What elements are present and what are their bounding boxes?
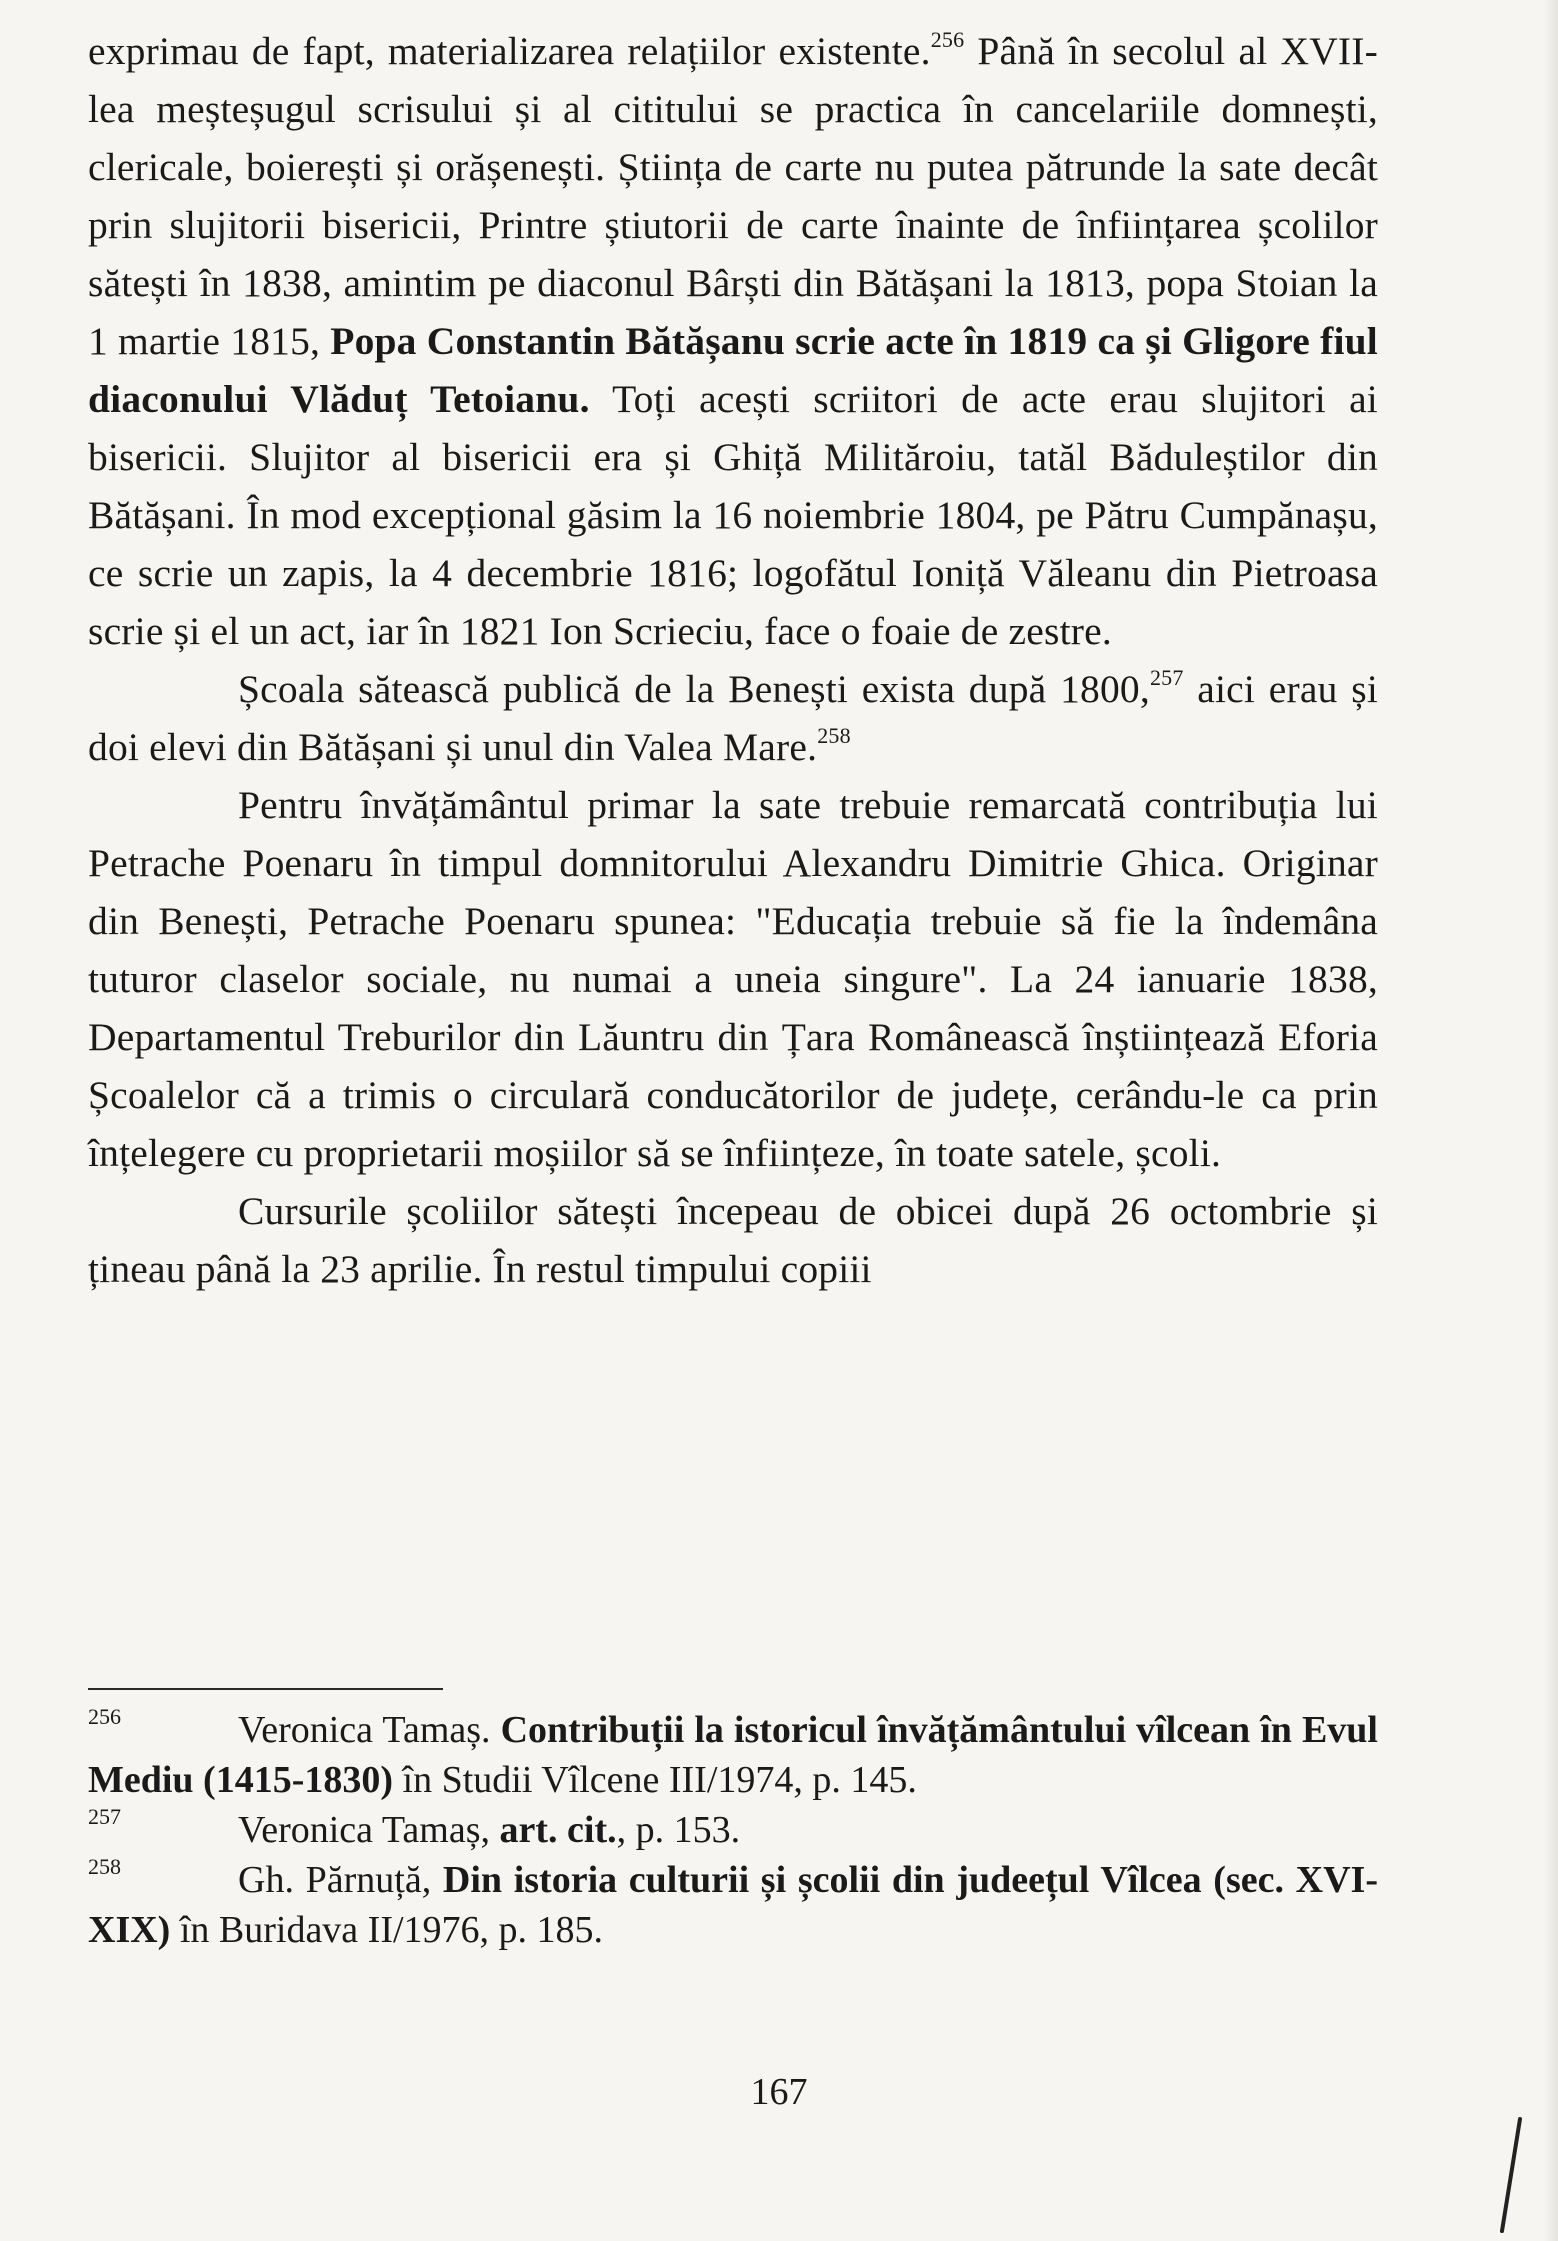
bold-text: Popa Constantin Bătășanu scrie acte în 1819 ca și Gligore fiul diaconului Vlăduț Tetoianu.	[88, 319, 1378, 421]
text-run: Până în secolul al XVII-lea meșteșugul scrisului și al cititului se practica în cancelariile domnești, clericale, boierești și orășenești. Știința de carte nu putea pătrunde la sate decât prin slujitorii bisericii, Printre știutorii de carte înainte de înființarea școlilor sătești în 1838, amintim pe diaconul Bârști din Bătășani la 1813, popa Stoian la 1 martie 1815,	[88, 29, 1378, 363]
footnotes	[88, 1705, 1378, 1955]
page-number: 167	[750, 2071, 808, 2113]
footnote-ref: 256	[930, 27, 965, 52]
body-text	[88, 22, 1378, 1298]
text-run: în Studii Vîlcene III/1974, p. 145.	[393, 1759, 917, 1801]
footnote-257: 257 Veronica Tamaș, art. cit., p. 153.	[88, 1804, 741, 1851]
text-run: Cursurile școliilor sătești începeau de obicei după 26 octombrie și țineau până la 23 aprilie. În restul timpului copiii	[88, 1189, 1378, 1291]
footnote-separator	[88, 1688, 443, 1690]
bold-text: Din istoria culturii și școlii din judeețul Vîlcea (sec. XVI-XIX)	[88, 1859, 1378, 1951]
bold-text: Contribuții la istoricul învățământului vîlcean în Evul Mediu (1415-1830)	[88, 1709, 1378, 1801]
scan-shadow-edge	[1544, 0, 1558, 2241]
paragraph-3	[88, 776, 1378, 1182]
footnote-256: 256 Veronica Tamaș. Contribuții la istoricul învățământului vîlcean în Evul Mediu (1415-1830) în Studii Vîlcene III/1974, p. 145.	[88, 1704, 1378, 1801]
text-run: Pentru învățământul primar la sate trebuie remarcată contribuția lui Petrache Poenaru în timpul domnitorului Alexandru Dimitrie Ghica. Originar din Benești, Petrache Poenaru spunea: "Educația trebuie să fie la îndemâna tuturor claselor sociale, nu numai a uneia singure". La 24 ianuarie 1838, Departamentul Treburilor din Lăuntru din Țara Românească înștiințează Eforia Școalelor că a trimis o circulară conducătorilor de județe, cerându-le ca prin înțelegere cu proprietarii moșiilor să se înființeze, în toate satele, școli.	[88, 783, 1378, 1175]
text-run: Școala sătească publică de la Benești exista după 1800,	[238, 667, 1150, 711]
text-run: Toți acești scriitori de acte erau slujitori ai bisericii. Slujitor al bisericii era și Ghiță Milităroiu, tatăl Băduleștilor din Bătășani. În mod excepțional găsim la 16 noiembrie 1804, pe Pătru Cumpănașu, ce scrie un zapis, la 4 decembrie 1816; logofătul Ioniță Văleanu din Pietroasa scrie și el un act, iar în 1821 Ion Scrieciu, face o foaie de zestre.	[88, 377, 1378, 653]
footnote-ref: 257	[1149, 665, 1184, 690]
text-run: aici erau și doi elevi din Bătășani și unul din Valea Mare.	[88, 667, 1378, 769]
paragraph-4	[88, 1182, 1378, 1298]
paragraph-1	[88, 22, 1378, 660]
text-run: Veronica Tamaș.	[238, 1709, 501, 1751]
footnote-ref: 258	[817, 723, 851, 748]
paragraph-2	[88, 660, 1378, 776]
text-run: , p. 153.	[616, 1809, 741, 1851]
footnote-258: 258 Gh. Părnuță, Din istoria culturii și școlii din judeețul Vîlcea (sec. XVI-XIX) în Buridava II/1976, p. 185.	[88, 1854, 1378, 1951]
pen-stroke-mark	[1490, 2115, 1530, 2235]
text-run: Veronica Tamaș,	[238, 1809, 500, 1851]
text-run: în Buridava II/1976, p. 185.	[170, 1909, 604, 1951]
bold-text: art. cit.	[499, 1809, 617, 1851]
text-run: Gh. Părnuță,	[238, 1859, 443, 1901]
text-run: exprimau de fapt, materializarea relațiilor existente.	[88, 29, 931, 73]
